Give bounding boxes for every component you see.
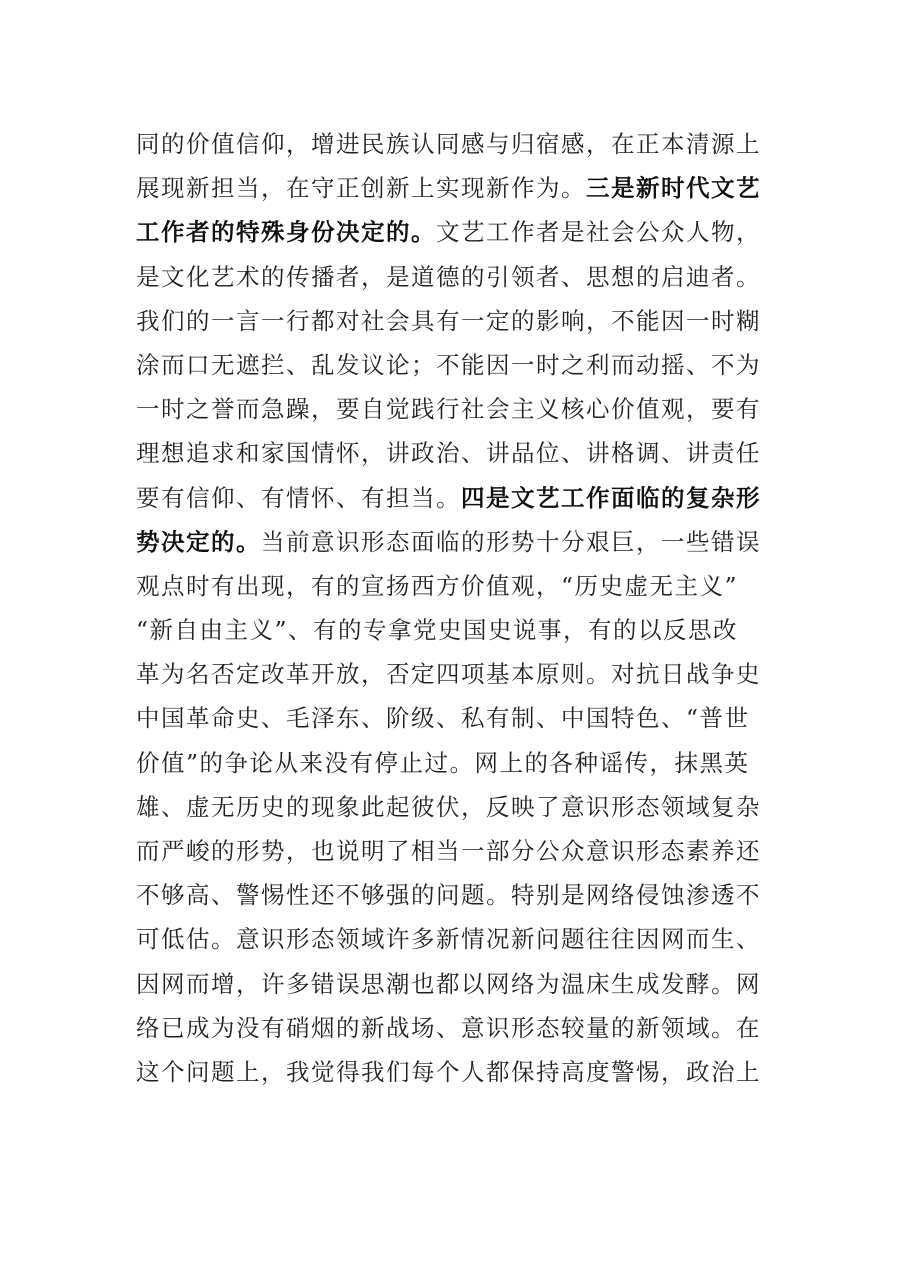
text-run: 涂而口无遮拦、乱发议论；不能因一时之利而动摇、不为	[136, 350, 761, 379]
text-line	[136, 564, 776, 608]
text-run: 文艺工作者是社会公众人物，	[436, 218, 761, 247]
body-text	[136, 122, 776, 1094]
text-run: 雄、虚无历史的现象此起彼伏，反映了意识形态领域复杂	[136, 792, 761, 821]
text-line	[136, 122, 776, 166]
text-line	[136, 343, 776, 387]
text-line	[136, 166, 776, 210]
bold-heading-run: 四是文艺工作面临的复杂形	[461, 483, 761, 512]
text-line	[136, 476, 776, 520]
text-run: 展现新担当，在守正创新上实现新作为。	[136, 174, 586, 203]
text-run: 我们的一言一行都对社会具有一定的影响，不能因一时糊	[136, 306, 761, 335]
text-run: 不够高、警惕性还不够强的问题。特别是网络侵蚀渗透不	[136, 881, 761, 910]
text-line	[136, 255, 776, 299]
text-line	[136, 785, 776, 829]
text-line	[136, 829, 776, 873]
text-run: 要有信仰、有情怀、有担当。	[136, 483, 461, 512]
text-line	[136, 1006, 776, 1050]
text-line	[136, 520, 776, 564]
bold-heading-run: 三是新时代文艺	[586, 174, 761, 203]
text-run: “新自由主义”、有的专拿党史国史说事，有的以反思改	[136, 616, 739, 645]
text-run: 因网而增，许多错误思潮也都以网络为温床生成发酵。网	[136, 969, 761, 998]
text-run: 是文化艺术的传播者，是道德的引领者、思想的启迪者。	[136, 262, 761, 291]
text-line	[136, 210, 776, 254]
text-run: 理想追求和家国情怀，讲政治、讲品位、讲格调、讲责任	[136, 439, 761, 468]
text-run: 而严峻的形势，也说明了相当一部分公众意识形态素养还	[136, 837, 761, 865]
text-run: 当前意识形态面临的形势十分艰巨，一些错误	[261, 527, 761, 556]
text-run: 络已成为没有硝烟的新战场、意识形态较量的新领域。在	[136, 1013, 761, 1042]
text-line	[136, 741, 776, 785]
text-run: 这个问题上，我觉得我们每个人都保持高度警惕，政治上	[136, 1057, 761, 1086]
text-run: 同的价值信仰，增进民族认同感与归宿感，在正本清源上	[136, 130, 761, 158]
bold-heading-run: 势决定的。	[136, 527, 261, 556]
text-run: 价值”的争论从来没有停止过。网上的各种谣传，抹黑英	[136, 748, 750, 777]
text-line	[136, 299, 776, 343]
text-run: 中国革命史、毛泽东、阶级、私有制、中国特色、“普世	[136, 704, 750, 733]
text-run: 观点时有出现，有的宣扬西方价值观，“历史虚无主义”	[136, 571, 739, 600]
text-line	[136, 387, 776, 431]
text-run: 革为名否定改革开放，否定四项基本原则。对抗日战争史	[136, 660, 761, 689]
text-line	[136, 873, 776, 917]
text-run: 可低估。意识形态领域许多新情况新问题往往因网而生、	[136, 925, 761, 954]
text-line	[136, 696, 776, 740]
text-line	[136, 608, 776, 652]
text-line	[136, 1050, 776, 1094]
bold-heading-run: 工作者的特殊身份决定的。	[136, 218, 436, 247]
text-line	[136, 652, 776, 696]
text-line	[136, 917, 776, 961]
text-run: 一时之誉而急躁，要自觉践行社会主义核心价值观，要有	[136, 395, 761, 424]
text-line	[136, 431, 776, 475]
text-line	[136, 962, 776, 1006]
